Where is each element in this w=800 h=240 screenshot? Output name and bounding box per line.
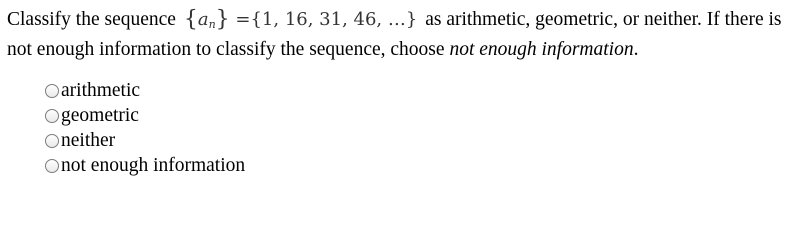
- sequence-open-brace: {: [183, 7, 198, 32]
- sequence-equals: =: [235, 9, 251, 30]
- option-arithmetic[interactable]: [45, 78, 245, 103]
- option-label-geometric: geometric: [61, 105, 139, 126]
- question-line-1: [7, 5, 797, 35]
- radio-button-not-enough-information[interactable]: [45, 159, 59, 173]
- option-label-arithmetic: arithmetic: [61, 80, 141, 101]
- radio-button-arithmetic[interactable]: [45, 84, 59, 98]
- option-not-enough-information[interactable]: [45, 153, 245, 178]
- sequence-subscript: n: [208, 18, 216, 31]
- radio-button-neither[interactable]: [45, 134, 59, 148]
- option-label-not-enough-information: not enough information: [61, 155, 246, 176]
- option-geometric[interactable]: [45, 103, 245, 128]
- radio-button-geometric[interactable]: [45, 109, 59, 123]
- option-neither[interactable]: [45, 128, 245, 153]
- question-line-2: [7, 35, 797, 65]
- question-line-2-text: not enough information to classify the sequence, choose: [7, 39, 445, 60]
- sequence-values: {1, 16, 31, 46, …}: [250, 9, 418, 30]
- question-prompt: [7, 5, 797, 65]
- question-line-1-rest: as arithmetic, geometric, or neither. If there is: [425, 9, 782, 30]
- question-line-2-end: .: [633, 39, 639, 60]
- sequence-variable: a: [197, 9, 209, 30]
- option-label-neither: neither: [61, 130, 116, 151]
- question-emphasis: not enough information: [449, 39, 634, 60]
- sequence-expression: [181, 9, 421, 30]
- sequence-close-brace: }: [215, 7, 230, 32]
- answer-options: [45, 78, 245, 178]
- question-intro: Classify the sequence: [7, 9, 176, 30]
